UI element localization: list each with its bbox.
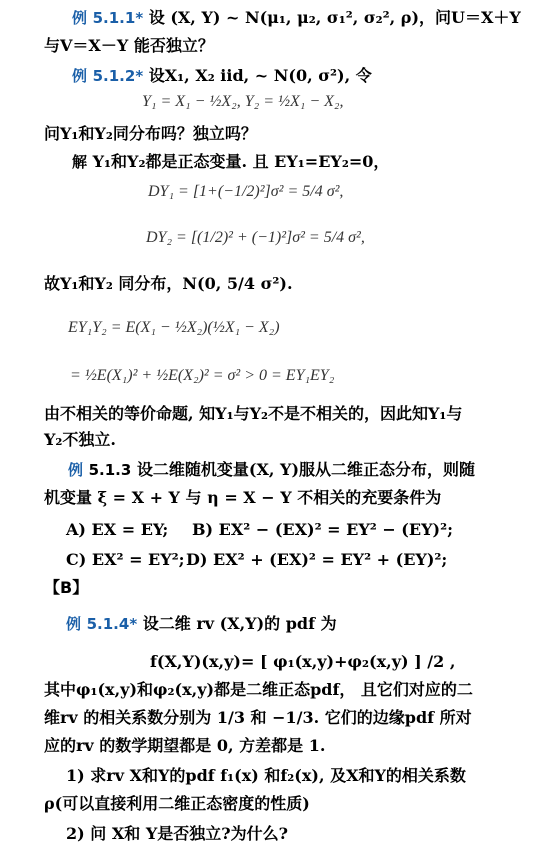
- example-label: 例: [68, 461, 84, 479]
- example-label: 例: [72, 9, 88, 27]
- equation-ey1y2-a: EY₁Y₂ = E(X₁ − ½X₂)(½X₁ − X₂): [68, 319, 280, 336]
- example-number: 5.1.3: [88, 461, 132, 479]
- solution-label: 解: [72, 153, 88, 171]
- conclusion-line2: Y₂不独立.: [44, 430, 117, 449]
- solution-line: [72, 152, 389, 172]
- example-5-1-4-line1: [66, 614, 337, 634]
- star-mark: *: [129, 615, 138, 633]
- example-text: 设二维 rv (X,Y)的 pdf 为: [142, 614, 337, 633]
- option-d: D) EX² + (EX)² = EY² + (EY)²;: [186, 550, 448, 569]
- example-5-1-4-line4: 应的rv 的数学期望都是 0, 方差都是 1.: [44, 736, 326, 755]
- example-5-1-3-line1: [68, 460, 475, 480]
- star-mark: *: [135, 67, 144, 85]
- question-same-distribution: 问Y₁和Y₂同分布吗？独立吗？: [44, 124, 257, 143]
- example-text: 设二维随机变量(X, Y)服从二维正态分布，则随: [136, 460, 476, 479]
- question-2: 2) 问 X和 Y是否独立?为什么?: [66, 824, 289, 843]
- example-label: 例: [72, 67, 88, 85]
- equation-dy2: DY₂ = [(1/2)² + (−1)²]σ² = 5/4 σ²,: [146, 229, 365, 246]
- option-b: B) EX² − (EX)² = EY² − (EY)²;: [192, 520, 453, 539]
- example-text: 设X₁, X₂ iid, ~ N(0, σ²), 令: [148, 66, 372, 85]
- example-5-1-1-line1: [72, 8, 521, 28]
- same-distribution-conclusion: 故Y₁和Y₂ 同分布，N(0, 5/4 σ²).: [44, 274, 293, 293]
- question-1b: ρ(可以直接利用二维正态密度的性质): [44, 794, 310, 813]
- example-5-1-3-line2: 机变量 ξ = X + Y 与 η = X − Y 不相关的充要条件为: [44, 488, 442, 507]
- example-number: 5.1.2: [92, 67, 136, 85]
- example-label: 例: [66, 615, 82, 633]
- equation-ey1y2-b: = ½E(X₁)² + ½E(X₂)² = σ² > 0 = EY₁EY₂: [70, 367, 335, 384]
- example-5-1-2-line1: [72, 66, 372, 86]
- equation-dy1: DY₁ = [1+(−1/2)²]σ² = 5/4 σ²,: [148, 183, 344, 200]
- option-c: C) EX² = EY²;: [66, 550, 185, 569]
- option-a: A) EX = EY;: [66, 520, 169, 539]
- example-5-1-4-line3: 维rv 的相关系数分别为 1/3 和 −1/3. 它们的边缘pdf 所对: [44, 708, 472, 727]
- question-1a: 1) 求rv X和Y的pdf f₁(x) 和f₂(x), 及X和Y的相关系数: [66, 766, 466, 785]
- solution-text: Y₁和Y₂都是正态变量. 且 EY₁=EY₂=0，: [92, 152, 390, 171]
- example-5-1-1-line2: 与V＝X－Y 能否独立？: [44, 36, 214, 55]
- example-number: 5.1.1: [92, 9, 136, 27]
- conclusion-line1: 由不相关的等价命题, 知Y₁与Y₂不是不相关的，因此知Y₁与: [44, 404, 463, 423]
- answer-b: 【B】: [44, 578, 89, 597]
- equation-y1-y2: Y₁ = X₁ − ½X₂, Y₂ = ½X₁ − X₂,: [142, 93, 344, 110]
- example-number: 5.1.4: [86, 615, 130, 633]
- example-text: 设 (X, Y) ~ N(μ₁, μ₂, σ₁², σ₂², ρ)，问U＝X＋Y: [148, 8, 521, 27]
- pdf-formula: f(X,Y)(x,y)= [ φ₁(x,y)+φ₂(x,y) ] /2 ,: [150, 652, 456, 671]
- star-mark: *: [135, 9, 144, 27]
- example-5-1-4-line2: 其中φ₁(x,y)和φ₂(x,y)都是二维正态pdf， 且它们对应的二: [44, 680, 473, 699]
